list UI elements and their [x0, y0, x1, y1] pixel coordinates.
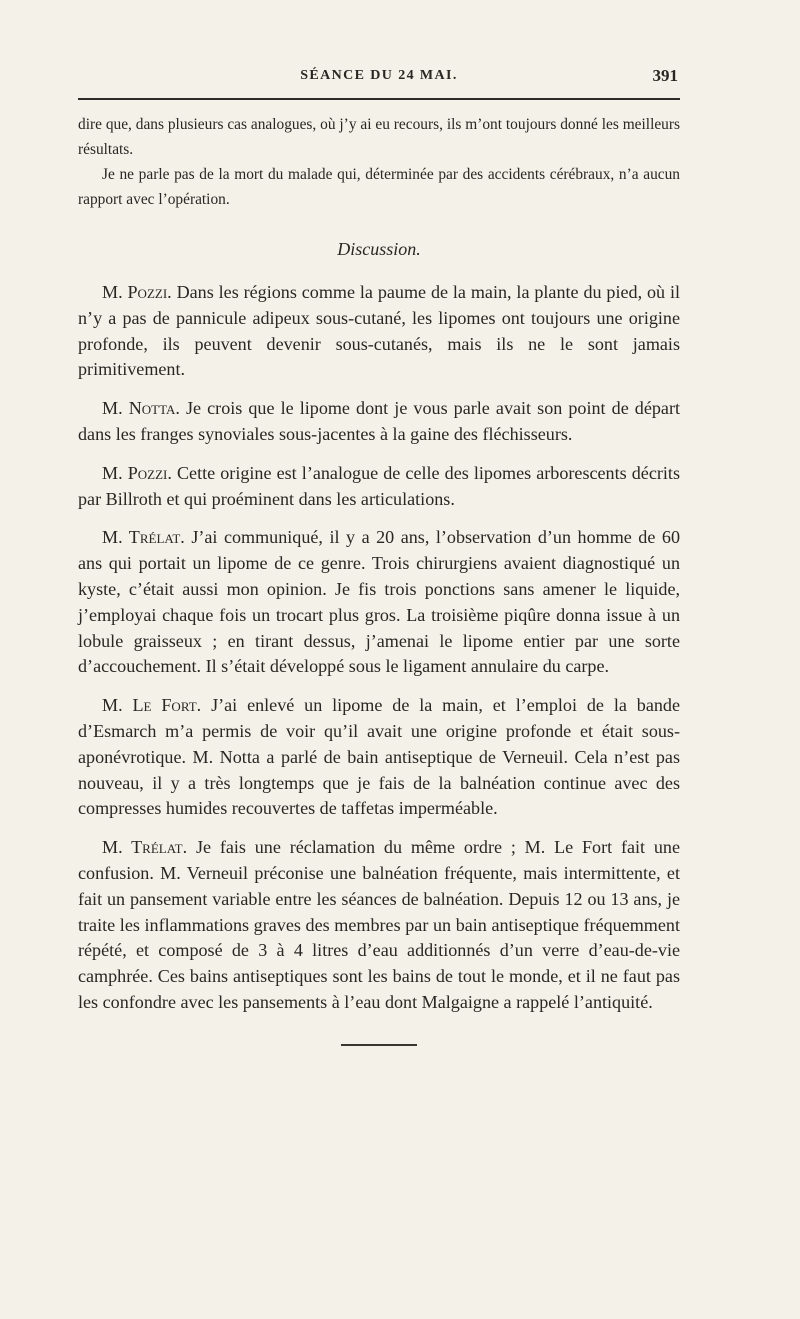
opening-paragraph-2: Je ne parle pas de la mort du malade qui, déterminée par des accidents cérébraux, n’a aucun rapport avec l’opération. — [78, 166, 680, 208]
discussion-paragraph-2 — [78, 396, 680, 448]
opening-paragraph-1: dire que, dans plusieurs cas analogues, où j’y ai eu recours, ils m’ont toujours donné les meilleurs résultats. — [78, 116, 680, 158]
paragraph-text: Je fais une réclamation du même ordre ; M. Le Fort fait une confusion. M. Verneuil préconise une balnéation fréquente, mais intermittente, et fait un pansement variable entre les séances de balnéation. Depuis 12 ou 13 ans, je traite les inflammations graves des membres par un bain antiseptique fréquemment répété, et composé de 3 à 4 litres d’eau additionnés d’un verre d’eau-de-vie camphrée. Ces bains antiseptiques sont les bains de tout le monde, et il ne faut pas les confondre avec les pansements à l’eau dont Malgaigne a rappelé l’antiquité. — [78, 837, 681, 1012]
running-head — [78, 62, 680, 88]
discussion-paragraph-6 — [78, 835, 680, 1016]
running-title: SÉANCE DU 24 MAI. — [300, 68, 458, 83]
section-title: Discussion. — [337, 239, 421, 259]
paragraph-text: Je crois que le lipome dont je vous parle avait son point de départ dans les franges synoviales sous-jacentes à la gaine des fléchisseurs. — [78, 398, 681, 444]
paragraph-text: Cette origine est l’analogue de celle des lipomes arborescents décrits par Billroth et qui proéminent dans les articulations. — [78, 462, 680, 509]
page-number: 391 — [652, 66, 678, 85]
speaker-name: M. Notta. — [102, 398, 180, 419]
discussion-paragraph-3 — [78, 461, 680, 513]
end-rule — [341, 1044, 417, 1046]
speaker-name: M. Pozzi. — [102, 282, 172, 302]
book-page — [78, 62, 680, 1046]
speaker-name: M. Trélat. — [102, 837, 188, 858]
paragraph-text: Dans les régions comme la paume de la main, la plante du pied, où il n’y a pas de pannicule adipeux sous-cutané, les lipomes ont toujours une origine profonde, ils peuvent devenir sous-cutanés, mais ils ne le sont jamais primitivement. — [78, 282, 681, 380]
paragraph-text: J’ai communiqué, il y a 20 ans, l’observation d’un homme de 60 ans qui portait un lipome de ce genre. Trois chirurgiens avaient diagnostiqué un kyste, c’était aussi mon opinion. Je fis trois ponctions sans amener le liquide, j’employai chaque fois un trocart plus gros. La troisième piqûre donna issue à un lobule graisseux ; en tirant dessus, j’amenai le lipome entier par une sorte d’accouchement. Il s’était développé sous le ligament annulaire du carpe. — [78, 527, 680, 677]
header-rule — [78, 98, 680, 100]
discussion-paragraph-4 — [78, 525, 680, 680]
speaker-name: M. Pozzi. — [102, 462, 172, 483]
discussion-paragraph-1 — [78, 280, 680, 383]
speaker-name: M. Trélat. — [102, 527, 185, 548]
paragraph-text: J’ai enlevé un lipome de la main, et l’emploi de la bande d’Esmarch m’a permis de voir qu’il avait une origine profonde et était sous-aponévrotique. M. Notta a parlé de bain antiseptique de Verneuil. Cela n’est pas nouveau, il y a très longtemps que je fais de la balnéation continue avec des compresses humides recouvertes de taffetas imperméable. — [78, 695, 680, 819]
speaker-name: M. Le Fort. — [102, 695, 202, 716]
discussion-paragraph-5 — [78, 693, 680, 822]
